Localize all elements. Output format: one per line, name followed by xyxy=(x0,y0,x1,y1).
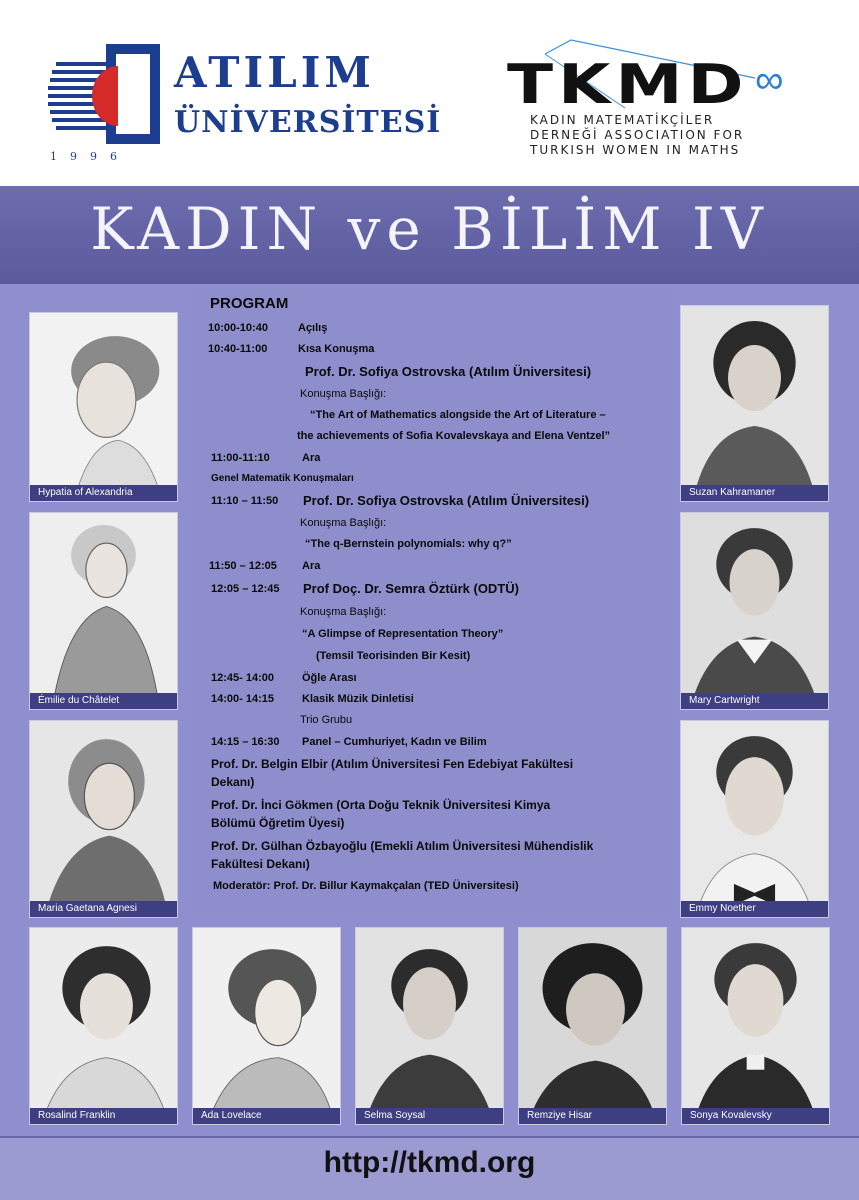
break1-label: Ara xyxy=(302,452,321,464)
short-talk-label: Kısa Konuşma xyxy=(298,343,375,355)
caption-chatelet: Émilie du Châtelet xyxy=(30,693,177,709)
portrait-kahramaner-icon xyxy=(681,306,828,501)
caption-hypatia: Hypatia of Alexandria xyxy=(30,485,177,501)
portrait-agnesi xyxy=(29,720,178,918)
panel-label: Panel – Cumhuriyet, Kadın ve Bilim xyxy=(302,736,487,748)
caption-noether: Emmy Noether xyxy=(681,901,828,917)
caption-agnesi: Maria Gaetana Agnesi xyxy=(30,901,177,917)
talk3-speaker: Prof Doç. Dr. Semra Öztürk (ODTÜ) xyxy=(303,581,519,596)
atilim-year: 1996 xyxy=(50,150,130,163)
talk1-title-line-2: the achievements of Sofia Kovalevskaya and Elena Ventzel” xyxy=(297,430,611,442)
break2-time: 11:50 – 12:05 xyxy=(209,560,277,572)
portrait-hisar-icon xyxy=(519,928,666,1124)
portrait-lovelace xyxy=(192,927,341,1125)
panelist2-line-2: Bölümü Öğretim Üyesi) xyxy=(211,816,345,830)
caption-hisar: Remziye Hisar xyxy=(519,1108,666,1124)
footer-divider xyxy=(0,1136,859,1138)
music-label: Klasik Müzik Dinletisi xyxy=(302,693,414,705)
portrait-kahramaner xyxy=(680,305,829,502)
portrait-cartwright xyxy=(680,512,829,710)
portrait-agnesi-icon xyxy=(30,721,177,917)
atilim-logo xyxy=(44,36,442,171)
program-heading: PROGRAM xyxy=(210,295,289,312)
atilim-subtitle: ÜNİVERSİTESİ xyxy=(174,105,442,140)
break1-time: 11:00-11:10 xyxy=(211,452,270,464)
portrait-kovalevsky-icon xyxy=(682,928,829,1124)
caption-franklin: Rosalind Franklin xyxy=(30,1108,177,1124)
portrait-lovelace-icon xyxy=(193,928,340,1124)
portrait-chatelet xyxy=(29,512,178,710)
music-time: 14:00- 14:15 xyxy=(211,693,274,705)
talk2-time: 11:10 – 11:50 xyxy=(211,495,279,507)
panelist2-line-1: Prof. Dr. İnci Gökmen (Orta Doğu Teknik Üniversitesi Kimya xyxy=(211,798,551,812)
panelist3-line-2: Fakültesi Dekanı) xyxy=(211,857,310,871)
portrait-hypatia xyxy=(29,312,178,502)
talk1-title-label: Konuşma Başlığı: xyxy=(300,388,387,400)
portrait-soysal xyxy=(355,927,504,1125)
tkmd-acronym: TKMD xyxy=(507,53,749,116)
caption-cartwright: Mary Cartwright xyxy=(681,693,828,709)
talk2-title-label: Konuşma Başlığı: xyxy=(300,517,387,529)
section-label: Genel Matematik Konuşmaları xyxy=(211,473,354,484)
portrait-cartwright-icon xyxy=(681,513,828,709)
panelist3-line-1: Prof. Dr. Gülhan Özbayoğlu (Emekli Atılım Üniversitesi Mühendislik xyxy=(211,839,594,853)
tkmd-line-2: DERNEĞİ ASSOCIATION FOR xyxy=(530,128,745,142)
tkmd-logo xyxy=(505,38,805,158)
event-title: KADIN ve BİLİM IV xyxy=(90,195,769,263)
break2-label: Ara xyxy=(302,560,321,572)
talk2-title: “The q-Bernstein polynomials: why q?” xyxy=(305,538,512,550)
tkmd-line-1: KADIN MATEMATİKÇİLER xyxy=(530,113,715,127)
opening-time: 10:00-10:40 xyxy=(208,322,268,334)
short-talk-time: 10:40-11:00 xyxy=(208,343,268,355)
talk3-subtitle: (Temsil Teorisinden Bir Kesit) xyxy=(316,650,471,662)
portrait-soysal-icon xyxy=(356,928,503,1124)
opening-label: Açılış xyxy=(298,322,328,334)
talk3-title: “A Glimpse of Representation Theory” xyxy=(302,628,504,640)
footer-url-link[interactable]: http://tkmd.org xyxy=(323,1146,536,1179)
lunch-label: Öğle Arası xyxy=(302,672,357,684)
lunch-time: 12:45- 14:00 xyxy=(211,672,274,684)
atilim-emblem-icon xyxy=(48,40,163,150)
panelist1-line-2: Dekanı) xyxy=(211,775,255,789)
talk1-speaker: Prof. Dr. Sofiya Ostrovska (Atılım Üniversitesi) xyxy=(305,364,592,379)
portrait-noether xyxy=(680,720,829,918)
moderator: Moderatör: Prof. Dr. Billur Kaymakçalan (TED Üniversitesi) xyxy=(213,880,519,892)
portrait-franklin xyxy=(29,927,178,1125)
talk2-speaker: Prof. Dr. Sofiya Ostrovska (Atılım Üniversitesi) xyxy=(303,493,590,508)
portrait-noether-icon xyxy=(681,721,828,917)
atilim-name: ATILIM xyxy=(174,48,375,97)
portrait-hypatia-icon xyxy=(30,313,177,501)
caption-kovalevsky: Sonya Kovalevsky xyxy=(682,1108,829,1124)
panel-time: 14:15 – 16:30 xyxy=(211,736,280,748)
panelist1-line-1: Prof. Dr. Belgin Elbir (Atılım Üniversitesi Fen Edebiyat Fakültesi xyxy=(211,757,574,771)
tkmd-line-3: TURKISH WOMEN IN MATHS xyxy=(530,143,741,157)
talk1-title-line-1: “The Art of Mathematics alongside the Art of Literature – xyxy=(310,409,606,421)
portrait-franklin-icon xyxy=(30,928,177,1124)
caption-soysal: Selma Soysal xyxy=(356,1108,503,1124)
infinity-icon: ∞ xyxy=(755,58,784,102)
portrait-hisar xyxy=(518,927,667,1125)
music-group: Trio Grubu xyxy=(300,714,353,726)
portrait-chatelet-icon xyxy=(30,513,177,709)
talk3-title-label: Konuşma Başlığı: xyxy=(300,606,387,618)
portrait-kovalevsky xyxy=(681,927,830,1125)
caption-lovelace: Ada Lovelace xyxy=(193,1108,340,1124)
talk3-time: 12:05 – 12:45 xyxy=(211,583,280,595)
caption-kahramaner: Suzan Kahramaner xyxy=(681,485,828,501)
